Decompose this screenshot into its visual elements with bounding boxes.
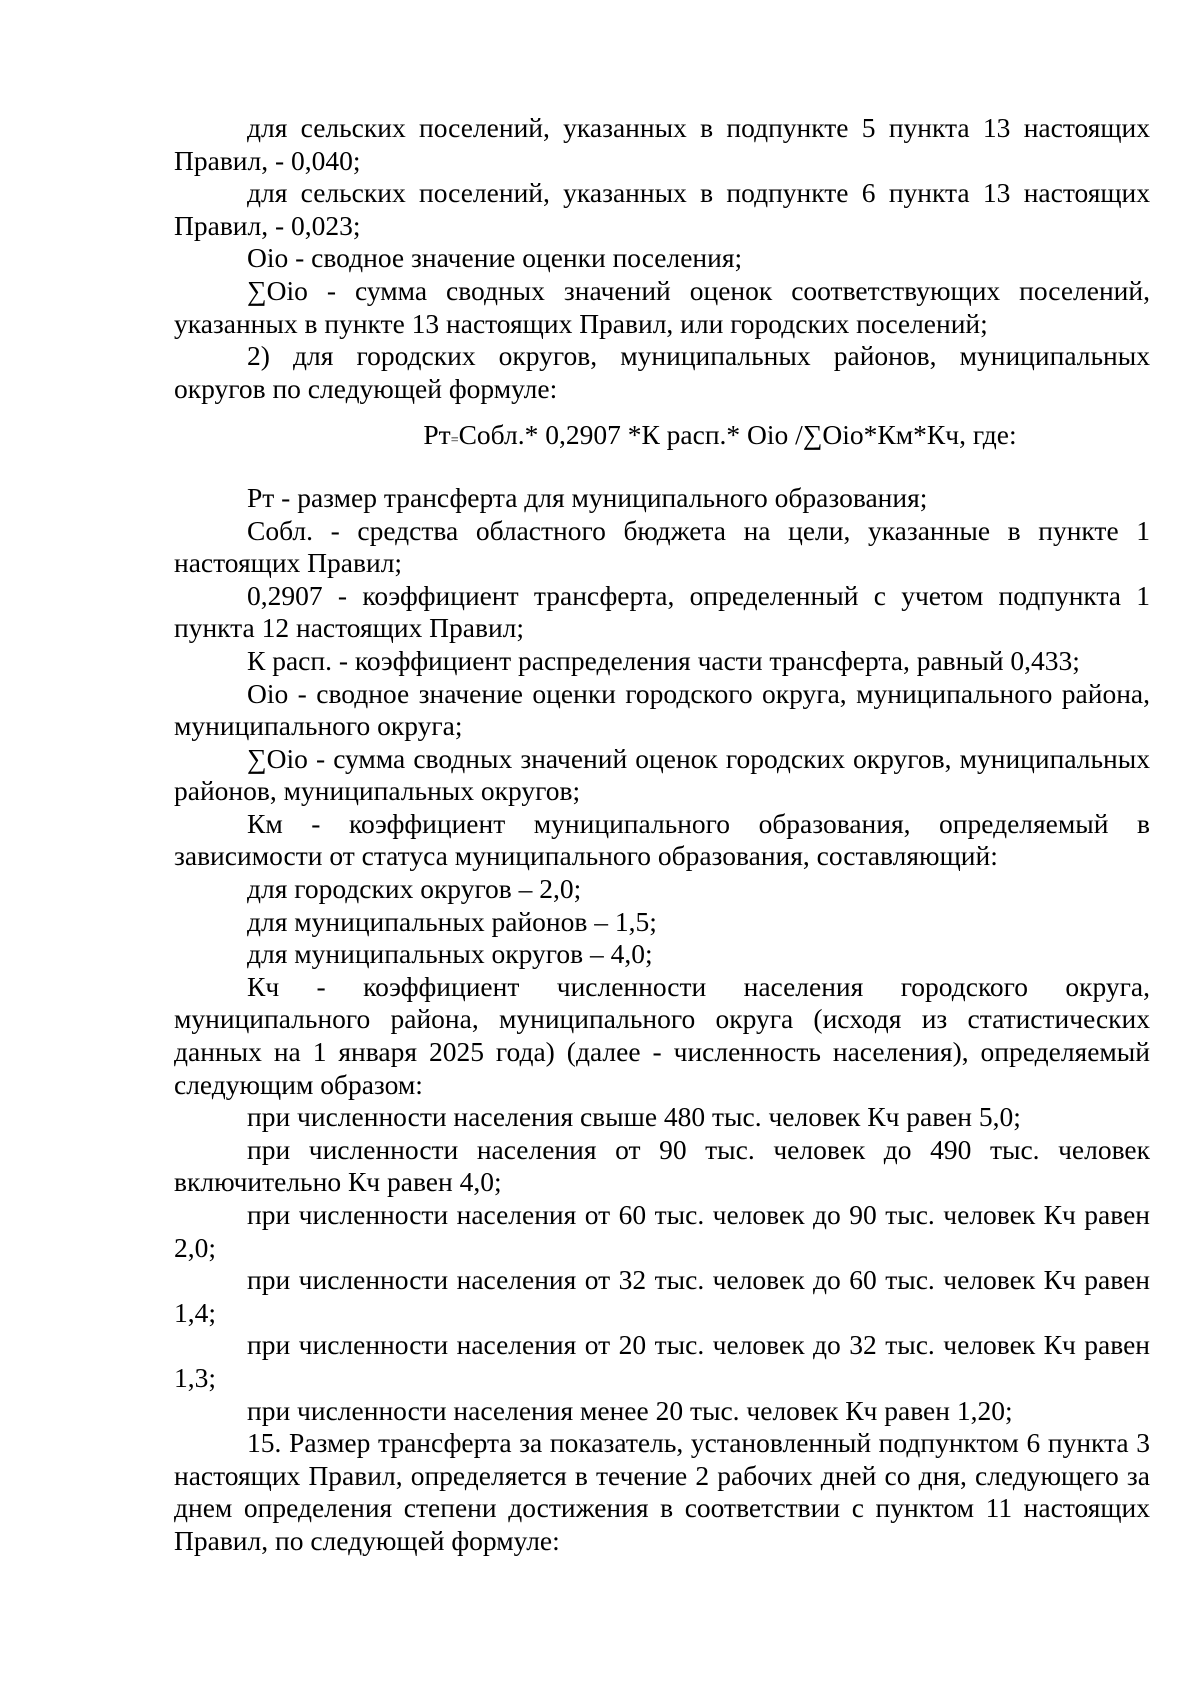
paragraph-rural-settlements-6: для сельских поселений, указанных в подпункте 6 пункта 13 настоящих Правил, - 0,023; — [174, 177, 1150, 241]
paragraph-k-rasp-definition: К расп. - коэффициент распределения части трансферта, равный 0,433; — [247, 644, 1080, 676]
paragraph-oio-definition: Оiо - сводное значение оценки поселения; — [247, 242, 743, 274]
paragraph-kch-32-60: при численности населения от 32 тыс. человек до 60 тыс. человек Кч равен 1,4; — [174, 1264, 1150, 1328]
paragraph-oio-municipal-definition: Оiо - сводное значение оценки городского округа, муниципального района, муниципального округа; — [174, 677, 1150, 742]
paragraph-sum-oio-settlements: ∑Оiо - сумма сводных значений оценок соответствующих поселений, указанных в пункте 13 настоящих Правил, или городских поселений; — [174, 274, 1150, 339]
paragraph-kch-definition: Кч - коэффициент численности населения городского округа, муниципального района, муниципального округа (исходя из статистических данных на 1 января 2025 года) (далее - численность населения), определяемый следующим образом: — [174, 970, 1150, 1100]
paragraph-sobl-definition: Собл. - средства областного бюджета на цели, указанные в пункте 1 настоящих Правил; — [174, 514, 1150, 579]
paragraph-km-definition: Км - коэффициент муниципального образования, определяемый в зависимости от статуса муниципального образования, составляющий: — [174, 807, 1150, 872]
paragraph-kch-under-20: при численности населения менее 20 тыс. человек Кч равен 1,20; — [247, 1394, 1013, 1426]
paragraph-km-municipal-districts: для муниципальных округов – 4,0; — [247, 938, 653, 970]
paragraph-rural-settlements-5: для сельских поселений, указанных в подпункте 5 пункта 13 настоящих Правил, - 0,040; — [174, 112, 1150, 176]
formula-rhs: Собл.* 0,2907 *К расп.* Оiо /∑Оiо*Км*Кч, где: — [458, 419, 1017, 451]
paragraph-kch-over-480: при численности населения свыше 480 тыс. человек Кч равен 5,0; — [247, 1101, 1021, 1133]
paragraph-section-15: 15. Размер трансферта за показатель, установленный подпунктом 6 пункта 3 настоящих Правил, определяется в течение 2 рабочих дней со дня, следующего за днем определения степени достижения в соответствии с пунктом 11 настоящих Правил, по следующей формуле: — [174, 1427, 1150, 1556]
paragraph-sum-oio-municipal: ∑Оiо - сумма сводных значений оценок городских округов, муниципальных районов, муниципальных округов; — [174, 742, 1150, 807]
formula-lhs: Рт — [423, 419, 451, 451]
paragraph-kch-20-32: при численности населения от 20 тыс. человек до 32 тыс. человек Кч равен 1,3; — [174, 1329, 1150, 1393]
paragraph-kch-60-90: при численности населения от 60 тыс. человек до 90 тыс. человек Кч равен 2,0; — [174, 1199, 1150, 1263]
transfer-formula — [174, 419, 1150, 458]
paragraph-coefficient-0-2907: 0,2907 - коэффициент трансферта, определенный с учетом подпункта 1 пункта 12 настоящих Правил; — [174, 579, 1150, 644]
document-page — [174, 112, 1150, 1558]
paragraph-km-municipal-regions: для муниципальных районов – 1,5; — [247, 905, 657, 937]
paragraph-item-2-formula-intro: 2) для городских округов, муниципальных районов, муниципальных округов по следующей формуле: — [174, 340, 1150, 404]
paragraph-rt-definition: Рт - размер трансферта для муниципального образования; — [247, 481, 928, 513]
paragraph-km-urban-districts: для городских округов – 2,0; — [247, 873, 582, 905]
formula-equals-sign: = — [450, 433, 459, 449]
paragraph-kch-90-490: при численности населения от 90 тыс. человек до 490 тыс. человек включительно Кч равен 4,0; — [174, 1133, 1150, 1198]
